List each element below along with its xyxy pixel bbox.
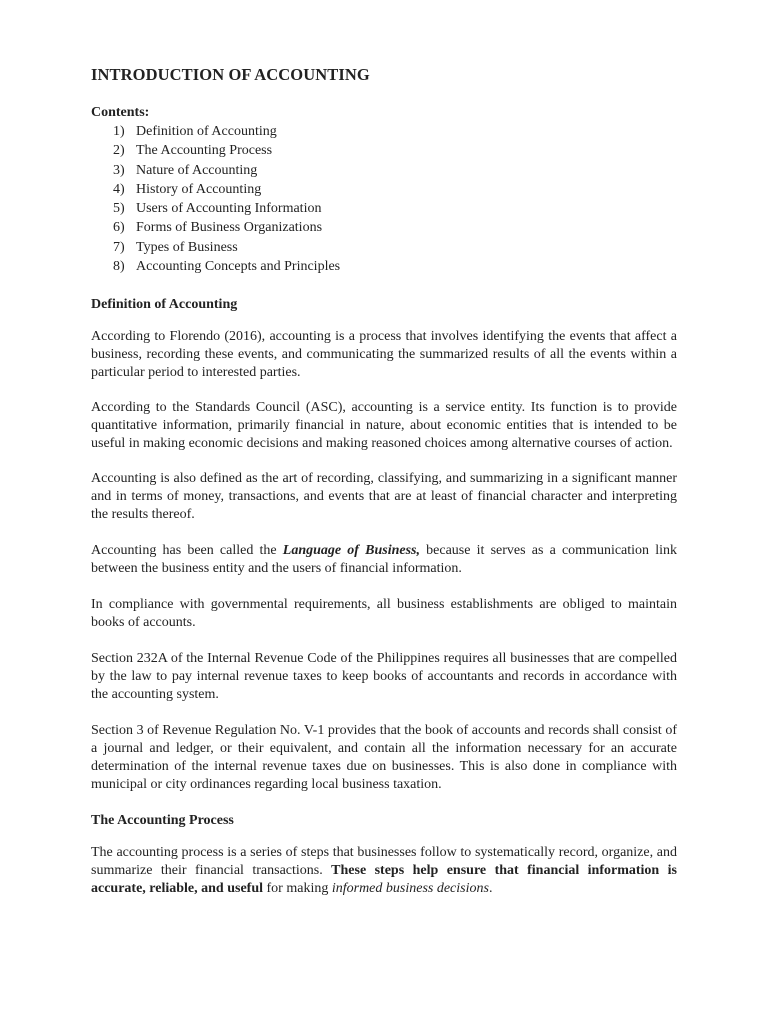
toc-label: Accounting Concepts and Principles xyxy=(136,259,341,275)
toc-item xyxy=(91,161,677,180)
definition-paragraph-4 xyxy=(91,542,677,578)
toc-item xyxy=(91,218,677,237)
toc-label: Forms of Business Organizations xyxy=(136,220,323,236)
toc-item xyxy=(91,122,677,141)
definition-paragraph-6: Section 232A of the Internal Revenue Code of the Philippines requires all businesses that are compelled by the law to pay internal revenue taxes to keep books of accountants and records in accordance with the accounting system. xyxy=(91,651,677,703)
definition-paragraph-7: Section 3 of Revenue Regulation No. V-1 provides that the book of accounts and records shall consist of a journal and ledger, or their equivalent, and contain all the information necessary for an accurate determination of the internal revenue taxes due on businesses. This is also done in compliance with municipal or city ordinances regarding local business taxation. xyxy=(91,723,677,793)
table-of-contents xyxy=(91,122,677,276)
toc-label: The Accounting Process xyxy=(136,143,273,159)
toc-number: 3) xyxy=(113,162,125,178)
definition-paragraph-2: According to the Standards Council (ASC), accounting is a service entity. Its function is to provide quantitative information, primarily financial in nature, about economic entities that is intended to be useful in making economic decisions and making reasoned choices among alternative courses of action. xyxy=(91,400,677,452)
emphasis-language-of-business: Language of Business, xyxy=(282,543,420,559)
toc-number: 6) xyxy=(113,220,125,236)
toc-label: Nature of Accounting xyxy=(136,162,258,178)
toc-number: 7) xyxy=(113,239,125,255)
toc-item xyxy=(91,180,677,199)
bold-emphasis: These steps help ensure that financial information is accurate, reliable, and useful xyxy=(91,863,677,897)
document-title: INTRODUCTION OF ACCOUNTING xyxy=(91,65,370,84)
paragraph-text: . xyxy=(488,881,493,897)
section-heading-process: The Accounting Process xyxy=(91,813,234,829)
toc-item xyxy=(91,141,677,160)
italic-emphasis: informed business decisions xyxy=(331,881,489,897)
definition-paragraph-5: In compliance with governmental requirements, all business establishments are obliged to maintain books of accounts. xyxy=(91,597,677,631)
paragraph-text: because it serves as a communication link between the business entity and the users of financial information. xyxy=(91,543,677,577)
toc-number: 4) xyxy=(113,181,125,197)
toc-label: History of Accounting xyxy=(136,181,262,197)
toc-label: Definition of Accounting xyxy=(136,124,277,139)
toc-item xyxy=(91,257,677,276)
contents-label: Contents: xyxy=(91,105,150,120)
toc-item xyxy=(91,238,677,257)
toc-label: Types of Business xyxy=(136,239,238,255)
paragraph-text: for making xyxy=(263,881,332,897)
toc-number: 8) xyxy=(113,259,125,275)
paragraph-text: The accounting process is a series of steps that businesses follow to systematically record, organize, and summarize their financial transactions. xyxy=(91,845,677,879)
toc-item xyxy=(91,199,677,218)
definition-paragraph-3: Accounting is also defined as the art of recording, classifying, and summarizing in a significant manner and in terms of money, transactions, and events that are at least of financial character and interpreting the results thereof. xyxy=(91,471,677,523)
process-paragraph-1 xyxy=(91,844,677,898)
section-heading-definition: Definition of Accounting xyxy=(91,297,238,313)
toc-number: 2) xyxy=(113,143,125,159)
document-page xyxy=(91,64,677,898)
toc-label: Users of Accounting Information xyxy=(136,201,322,217)
paragraph-text: Accounting has been called the xyxy=(91,543,283,559)
definition-paragraph-1: According to Florendo (2016), accounting is a process that involves identifying the events that affect a business, recording these events, and communicating the summarized results of all the events within a particular period to interested parties. xyxy=(91,329,677,381)
toc-number: 5) xyxy=(113,201,125,217)
toc-number: 1) xyxy=(113,124,125,139)
